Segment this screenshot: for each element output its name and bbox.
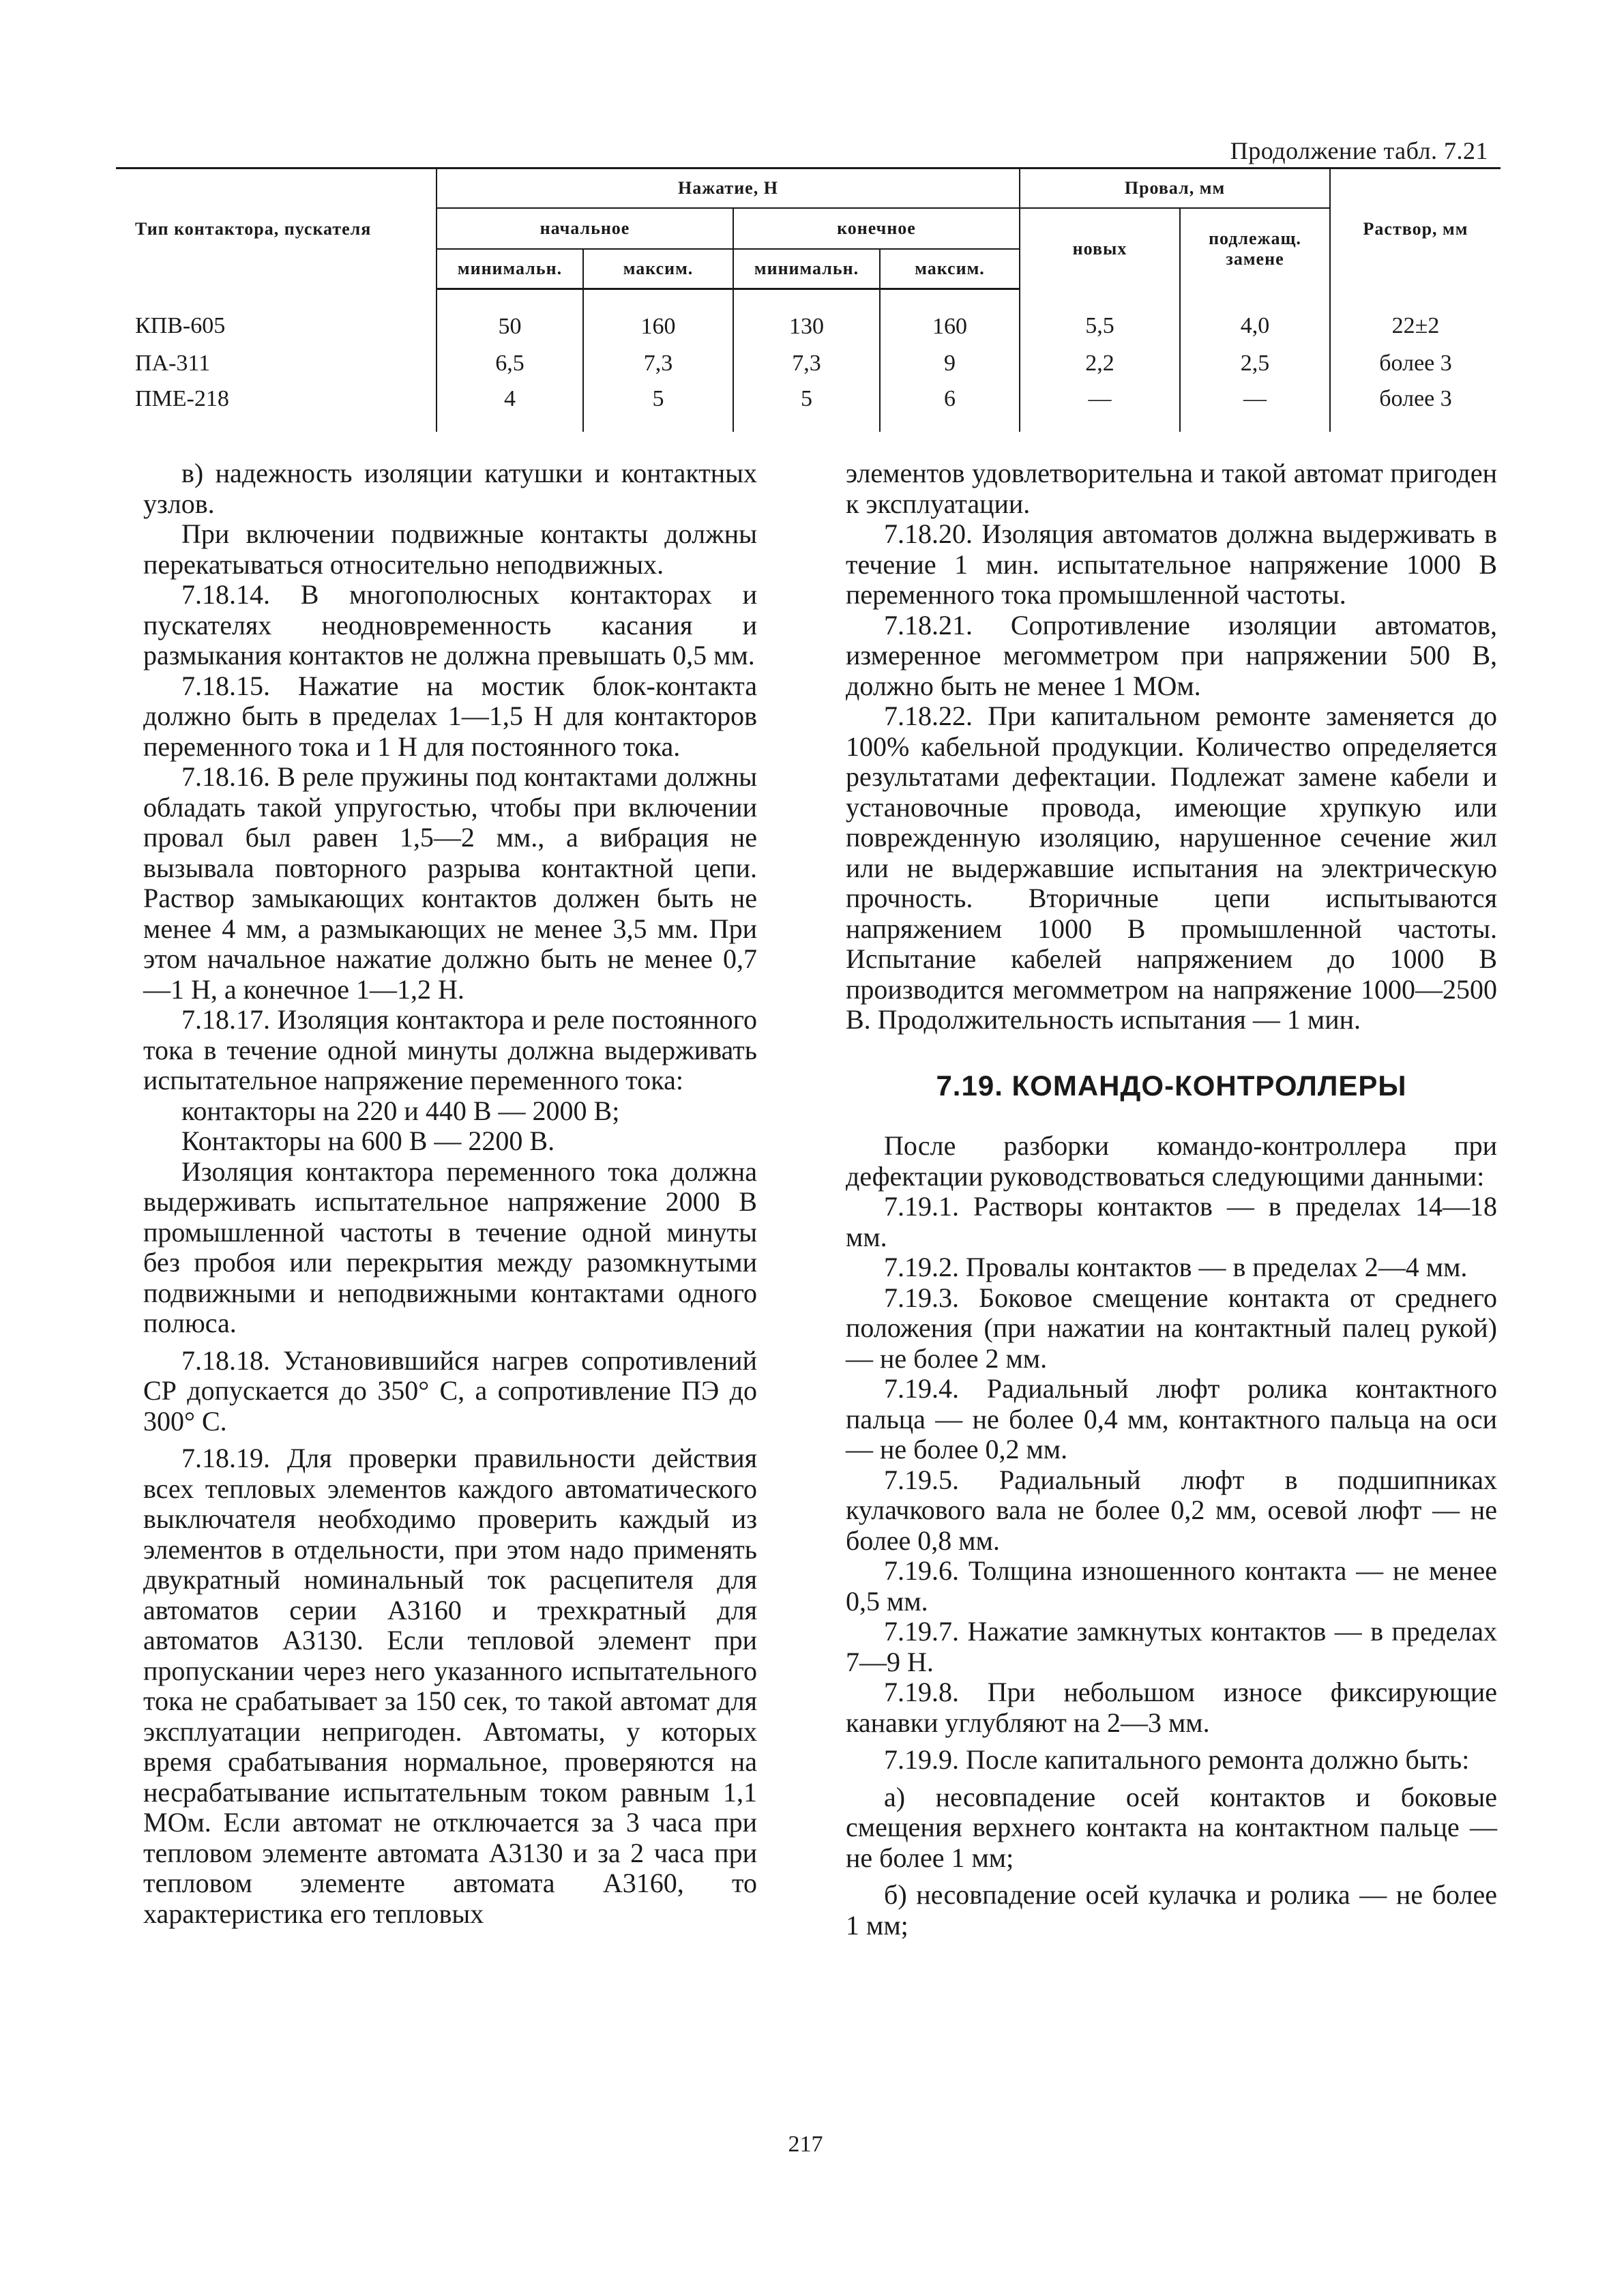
cell-new: 5,5: [1020, 289, 1180, 347]
header-final: конечное: [733, 208, 1020, 249]
paragraph: 7.19.5. Радиальный люфт в подшипниках кулачкового вала не более 0,2 мм, осевой люфт — не более 0,8 мм.: [846, 1464, 1497, 1556]
paragraph: При включении подвижные контакты должны перекатываться относительно неподвижных.: [143, 518, 757, 580]
paragraph: 7.18.21. Сопротивление изоляции автоматов, измеренное мегомметром при напряжении 500 В, должно быть не менее 1 МОм.: [846, 609, 1497, 701]
cell-init-max: 160: [583, 289, 733, 347]
paragraph: 7.18.14. В многополюсных контакторах и пускателях неодновременность касания и размыкания контактов не должна превышать 0,5 мм.: [143, 579, 757, 671]
paragraph: 7.19.6. Толщина изношенного контакта — не менее 0,5 мм.: [846, 1555, 1497, 1617]
header-initial: начальное: [437, 208, 733, 249]
paragraph: 7.19.7. Нажатие замкнутых контактов — в пределах 7—9 Н.: [846, 1616, 1497, 1677]
table-row: [116, 381, 1501, 432]
paragraph: 7.19.2. Провалы контактов — в пределах 2—4 мм.: [884, 1252, 1468, 1282]
paragraph: 7.18.20. Изоляция автоматов должна выдерживать в течение 1 мин. испытательное напряжение 1000 В переменного тока промышленной частоты.: [846, 518, 1497, 610]
cell-init-max: 5: [583, 381, 733, 432]
table-row: [116, 346, 1501, 381]
cell-fin-min: 130: [733, 289, 880, 347]
paragraph: 7.19.4. Радиальный люфт ролика контактного пальца — не более 0,4 мм, контактного пальца на оси — не более 0,2 мм.: [846, 1373, 1497, 1465]
cell-type: ПА-311: [135, 351, 211, 376]
paragraph: в) надежность изоляции катушки и контактных узлов.: [143, 458, 757, 519]
cell-replace: —: [1180, 381, 1330, 432]
paragraph: а) несовпадение осей контактов и боковые смещения верхнего контакта на контактном пальце — не более 1 мм;: [846, 1781, 1497, 1873]
paragraph: 7.19.3. Боковое смещение контакта от среднего положения (при нажатии на контактный палец рукой) — не более 2 мм.: [846, 1282, 1497, 1374]
paragraph: После разборки командо-контроллера при дефектации руководствоваться следующими данными:: [846, 1130, 1497, 1192]
paragraph: 7.19.8. При небольшом износе фиксирующие канавки углубляют на 2—3 мм.: [846, 1677, 1497, 1738]
right-column: [846, 458, 1497, 1941]
paragraph: 7.18.22. При капитальном ремонте заменяется до 100% кабельной продукции. Количество определяется результатами дефектации. Подлежат замене кабели и установочные провода, имеющие хрупкую или поврежденную изоляцию, нарушенное сечение жил или не выдержавшие испытания на электрическую прочность. Вторичные цепи испытываются напряжением 1000 В промышленной частоты. Испытание кабелей напряжением до 1000 В производится мегомметром на напряжение 1000—2500 В. Продолжительность испытания — 1 мин.: [846, 701, 1497, 1035]
paragraph: 7.18.15. Нажатие на мостик блок-контакта должно быть в пределах 1—1,5 Н для контакторов переменного тока и 1 Н для постоянного тока.: [143, 670, 757, 762]
cell-type: ПМЕ-218: [135, 386, 229, 411]
header-replace: подлежащ. замене: [1180, 208, 1330, 289]
cell-init-min: 6,5: [437, 346, 583, 381]
contactor-spec-table: [116, 167, 1501, 432]
header-new: новых: [1020, 208, 1180, 289]
cell-gap: 22±2: [1330, 289, 1501, 347]
page-number: 217: [788, 2132, 823, 2157]
paragraph: Контакторы на 600 В — 2200 В.: [181, 1125, 555, 1156]
paragraph: 7.18.19. Для проверки правильности действия всех тепловых элементов каждого автоматического выключателя необходимо проверить каждый из элементов в отдельности, при этом надо применять двукратный номинальный ток расцепителя для автоматов серии А3160 и трехкратный для автоматов А3130. Если тепловой элемент при пропускании через него указанного испытательного тока не срабатывает за 150 сек, то такой автомат для эксплуатации непригоден. Автоматы, у которых время срабатывания нормальное, проверяются на несрабатывание испытательным током равным 1,1 МОм. Если автомат не отключается за 3 часа при тепловом элементе автомата А3130 и за 2 часа при тепловом элементе автомата А3160, то характеристика его тепловых: [143, 1443, 757, 1929]
paragraph: 7.19.9. После капитального ремонта должно быть:: [884, 1744, 1470, 1775]
header-travel: Провал, мм: [1020, 168, 1330, 209]
cell-fin-max: 6: [880, 381, 1020, 432]
header-pressure: Нажатие, Н: [437, 168, 1020, 209]
cell-new: —: [1020, 381, 1180, 432]
cell-init-max: 7,3: [583, 346, 733, 381]
cell-fin-max: 9: [880, 346, 1020, 381]
cell-fin-max: 160: [880, 289, 1020, 347]
cell-init-min: 50: [437, 289, 583, 347]
cell-replace: 4,0: [1180, 289, 1330, 347]
cell-gap: более 3: [1330, 346, 1501, 381]
paragraph: 7.19.1. Растворы контактов — в пределах 14—18 мм.: [846, 1191, 1497, 1252]
header-type: Тип контактора, пускателя: [116, 168, 437, 289]
paragraph: 7.18.17. Изоляция контактора и реле постоянного тока в течение одной минуты должна выдерживать испытательное напряжение переменного тока:: [143, 1004, 757, 1095]
cell-fin-min: 5: [733, 381, 880, 432]
paragraph: 7.18.16. В реле пружины под контактами должны обладать такой упругостью, чтобы при включении провал был равен 1,5—2 мм., а вибрация не вызывала повторного разрыва контактной цепи. Раствор замыкающих контактов должен быть не менее 4 мм, а размыкающих не менее 3,5 мм. При этом начальное нажатие должно быть не менее 0,7—1 Н, а конечное 1—1,2 Н.: [143, 761, 757, 1005]
header-final-max: максим.: [880, 249, 1020, 289]
header-gap: Раствор, мм: [1330, 168, 1501, 289]
left-column: [143, 458, 757, 1929]
table-row: [116, 289, 1501, 347]
cell-gap: более 3: [1330, 381, 1501, 432]
header-initial-max: максим.: [583, 249, 733, 289]
header-final-min: минимальн.: [733, 249, 880, 289]
header-initial-min: минимальн.: [437, 249, 583, 289]
paragraph: Изоляция контактора переменного тока должна выдерживать испытательное напряжение 2000 В промышленной частоты в течение одной минуты без пробоя или перекрытия между разомкнутыми подвижными и неподвижными контактами одного полюса.: [143, 1156, 757, 1338]
cell-replace: 2,5: [1180, 346, 1330, 381]
cell-type: КПВ-605: [135, 313, 226, 339]
paragraph: 7.18.18. Установившийся нагрев сопротивлений СР допускается до 350° С, а сопротивление ПЭ до 300° С.: [143, 1344, 757, 1437]
paragraph: контакторы на 220 и 440 В — 2000 В;: [181, 1095, 620, 1126]
cell-new: 2,2: [1020, 346, 1180, 381]
cell-init-min: 4: [437, 381, 583, 432]
paragraph: б) несовпадение осей кулачка и ролика — не более 1 мм;: [846, 1879, 1497, 1941]
cell-fin-min: 7,3: [733, 346, 880, 381]
paragraph: элементов удовлетворительна и такой автомат пригоден к эксплуатации.: [846, 458, 1497, 519]
table-caption: Продолжение табл. 7.21: [1230, 137, 1488, 164]
section-heading: 7.19. КОМАНДО-КОНТРОЛЛЕРЫ: [936, 1069, 1407, 1102]
